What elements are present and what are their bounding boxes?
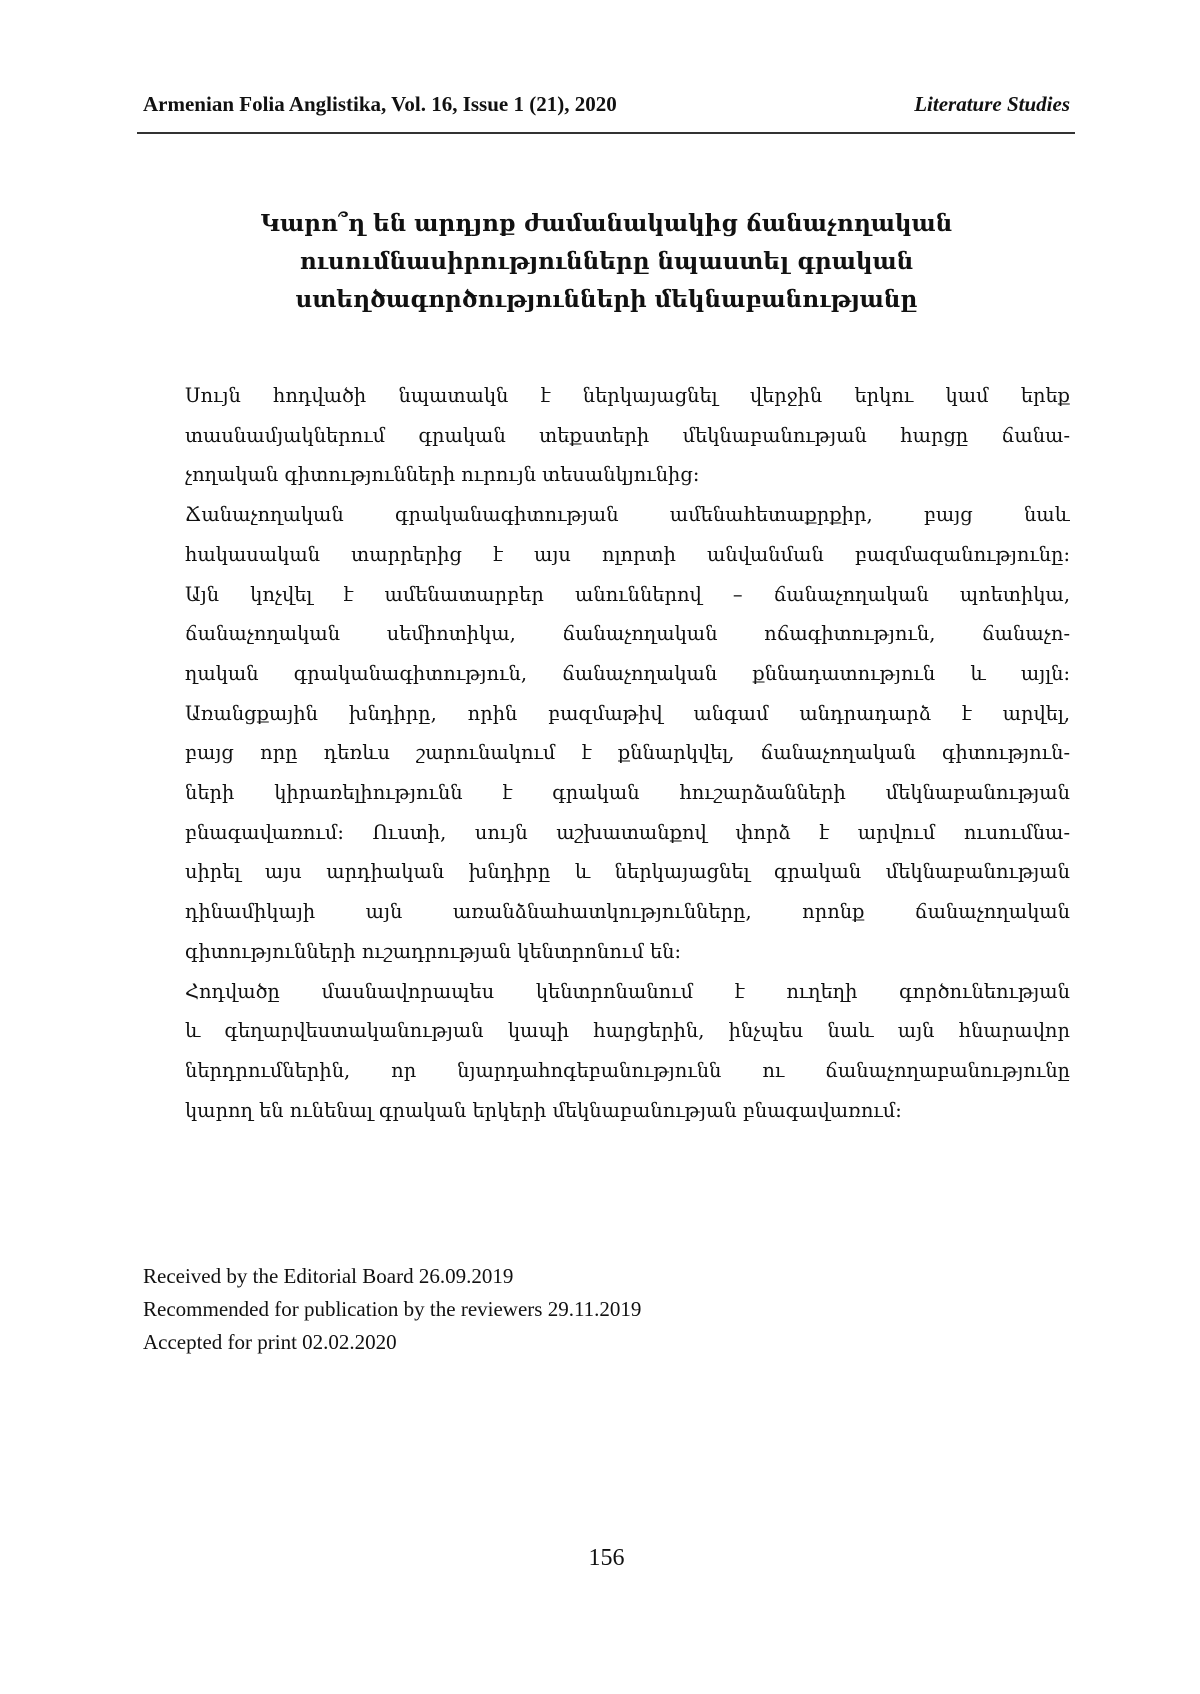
paragraph bbox=[143, 376, 1070, 495]
text-line: սիրել այս արդիական խնդիրը և ներկայացնել գրական մեկնաբանության bbox=[185, 860, 1070, 884]
title-line: ուսումնասիրությունները նպաստել գրական bbox=[299, 248, 914, 275]
title-line: Կարո՞ղ են արդյոք ժամանակակից ճանաչողական bbox=[260, 210, 953, 237]
page-number: 156 bbox=[588, 1545, 625, 1571]
text-line: Սույն հոդվածի նպատակն է ներկայացնել վերջին երկու կամ երեք bbox=[185, 384, 1070, 407]
text-line: դինամիկայի այն առանձնահատկությունները, որոնք ճանաչողական bbox=[185, 900, 1070, 924]
journal-title: Armenian Folia Anglistika, Vol. 16, Issue 1 (21), 2020 bbox=[143, 92, 617, 116]
text-line: Առանցքային խնդիրը, որին բազմաթիվ անգամ անդրադարձ է արվել, bbox=[185, 701, 1070, 725]
text-line: և գեղարվեստականության կապի հարցերին, ինչպես նաև այն հնարավոր bbox=[185, 1019, 1070, 1043]
text-line: բնագավառում: Ուստի, սույն աշխատանքով փորձ է արվում ուսումնա- bbox=[185, 820, 1070, 844]
text-line: տասնամյակներում գրական տեքստերի մեկնաբանության հարցը ճանա- bbox=[185, 423, 1070, 447]
text-line: հակասական տարրերից է այս ոլորտի անվանման բազմազանությունը: bbox=[185, 542, 1070, 566]
recommended-date: Recommended for publication by the reviewers 29.11.2019 bbox=[143, 1297, 642, 1321]
paragraph bbox=[143, 495, 1070, 971]
article-title bbox=[143, 205, 1070, 319]
received-date: Received by the Editorial Board 26.09.2019 bbox=[143, 1264, 514, 1288]
text-line: գիտությունների ուշադրության կենտրոնում են: bbox=[185, 939, 682, 963]
title-line: ստեղծագործությունների մեկնաբանությանը bbox=[295, 286, 918, 313]
text-line: ների կիրառելիությունն է գրական հուշարձանների մեկնաբանության bbox=[185, 781, 1070, 805]
text-line: Հոդվածը մասնավորապես կենտրոնանում է ուղեղի գործունեության bbox=[185, 979, 1070, 1003]
running-header bbox=[143, 88, 1070, 122]
text-line: կարող են ունենալ գրական երկերի մեկնաբանության բնագավառում: bbox=[185, 1098, 902, 1122]
section-name: Literature Studies bbox=[914, 92, 1070, 116]
accepted-date: Accepted for print 02.02.2020 bbox=[143, 1330, 397, 1354]
text-line: ճանաչողական սեմիոտիկա, ճանաչողական ոճագիտություն, ճանաչո- bbox=[185, 622, 1070, 646]
text-line: ներդրումներին, որ նյարդահոգեբանությունն ու ճանաչողաբանությունը bbox=[185, 1058, 1070, 1082]
text-line: բայց որը դեռևս շարունակում է քննարկվել, ճանաչողական գիտություն- bbox=[185, 741, 1070, 765]
editorial-dates bbox=[143, 1260, 1070, 1359]
abstract-body bbox=[143, 376, 1070, 1130]
text-line: Ճանաչողական գրականագիտության ամենահետաքրքիր, բայց նաև bbox=[185, 503, 1070, 527]
text-line: ղական գրականագիտություն, ճանաչողական քննադատություն և այլն: bbox=[185, 661, 1070, 685]
header-divider bbox=[137, 132, 1075, 134]
paragraph bbox=[143, 972, 1070, 1131]
text-line: Այն կոչվել է ամենատարբեր անուններով – ճանաչողական պոետիկա, bbox=[185, 582, 1070, 606]
text-line: չողական գիտությունների ուրույն տեսանկյունից: bbox=[185, 463, 700, 487]
